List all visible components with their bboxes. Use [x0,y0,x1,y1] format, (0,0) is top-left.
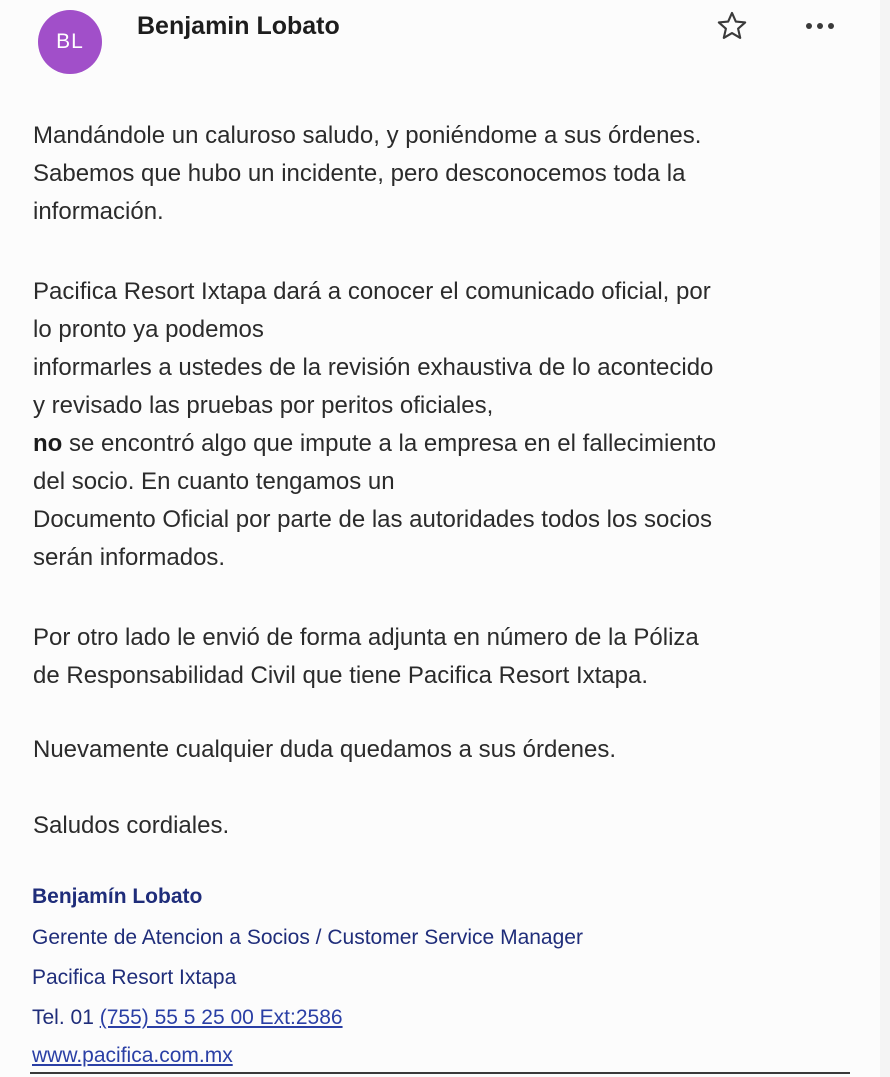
body-line: Documento Oficial por parte de las autoridades todos los socios [33,506,713,533]
body-line: información. [33,198,164,225]
email-signature [32,885,862,1075]
phone-link[interactable]: (755) 55 5 25 00 Ext:2586 [99,1006,343,1029]
body-line [33,425,863,463]
body-line-rest: se encontró algo que impute a la empresa en el fallecimiento [62,430,717,457]
body-line: Saludos cordiales. [33,812,230,839]
body-line: Nuevamente cualquier duda quedamos a sus órdenes. [33,736,617,763]
body-line: Sabemos que hubo un incidente, pero desconocemos toda la [33,160,686,187]
signature-phone [32,1006,343,1030]
avatar[interactable] [38,10,102,74]
star-button[interactable] [712,6,752,46]
body-line: Pacifica Resort Ixtapa dará a conocer el comunicado oficial, por [33,278,711,305]
website-link[interactable]: www.pacifica.com.mx [32,1044,233,1067]
more-horizontal-icon [803,21,837,31]
paragraph-closing [33,807,863,845]
avatar-initials: BL [56,30,84,53]
paragraph-offer [33,731,863,769]
paragraph-statement [33,273,863,577]
body-line: del socio. En cuanto tengamos un [33,468,395,495]
more-options-button[interactable] [798,10,842,42]
emphasis-no: no [33,430,63,457]
body-line: informarles a ustedes de la revisión exhaustiva de lo acontecido [33,354,714,381]
paragraph-policy [33,619,863,695]
signature-title: Gerente de Atencion a Socios / Customer Service Manager [32,926,583,949]
body-line: Por otro lado le envió de forma adjunta en número de la Póliza [33,624,699,651]
body-line: serán informados. [33,544,226,571]
star-outline-icon [715,9,749,43]
body-line: lo pronto ya podemos [33,316,264,343]
body-line: Mandándole un caluroso saludo, y poniéndome a sus órdenes. [33,122,702,149]
signature-name: Benjamín Lobato [32,885,203,908]
website-row [32,1044,233,1068]
sender-name[interactable]: Benjamin Lobato [137,12,340,40]
paragraph-greeting [33,117,863,231]
email-header [0,0,880,80]
body-line: y revisado las pruebas por peritos oficiales, [33,392,494,419]
body-line: de Responsabilidad Civil que tiene Pacifica Resort Ixtapa. [33,662,649,689]
bottom-divider [30,1072,850,1074]
phone-prefix: Tel. 01 [32,1006,100,1029]
signature-company: Pacifica Resort Ixtapa [32,966,237,989]
